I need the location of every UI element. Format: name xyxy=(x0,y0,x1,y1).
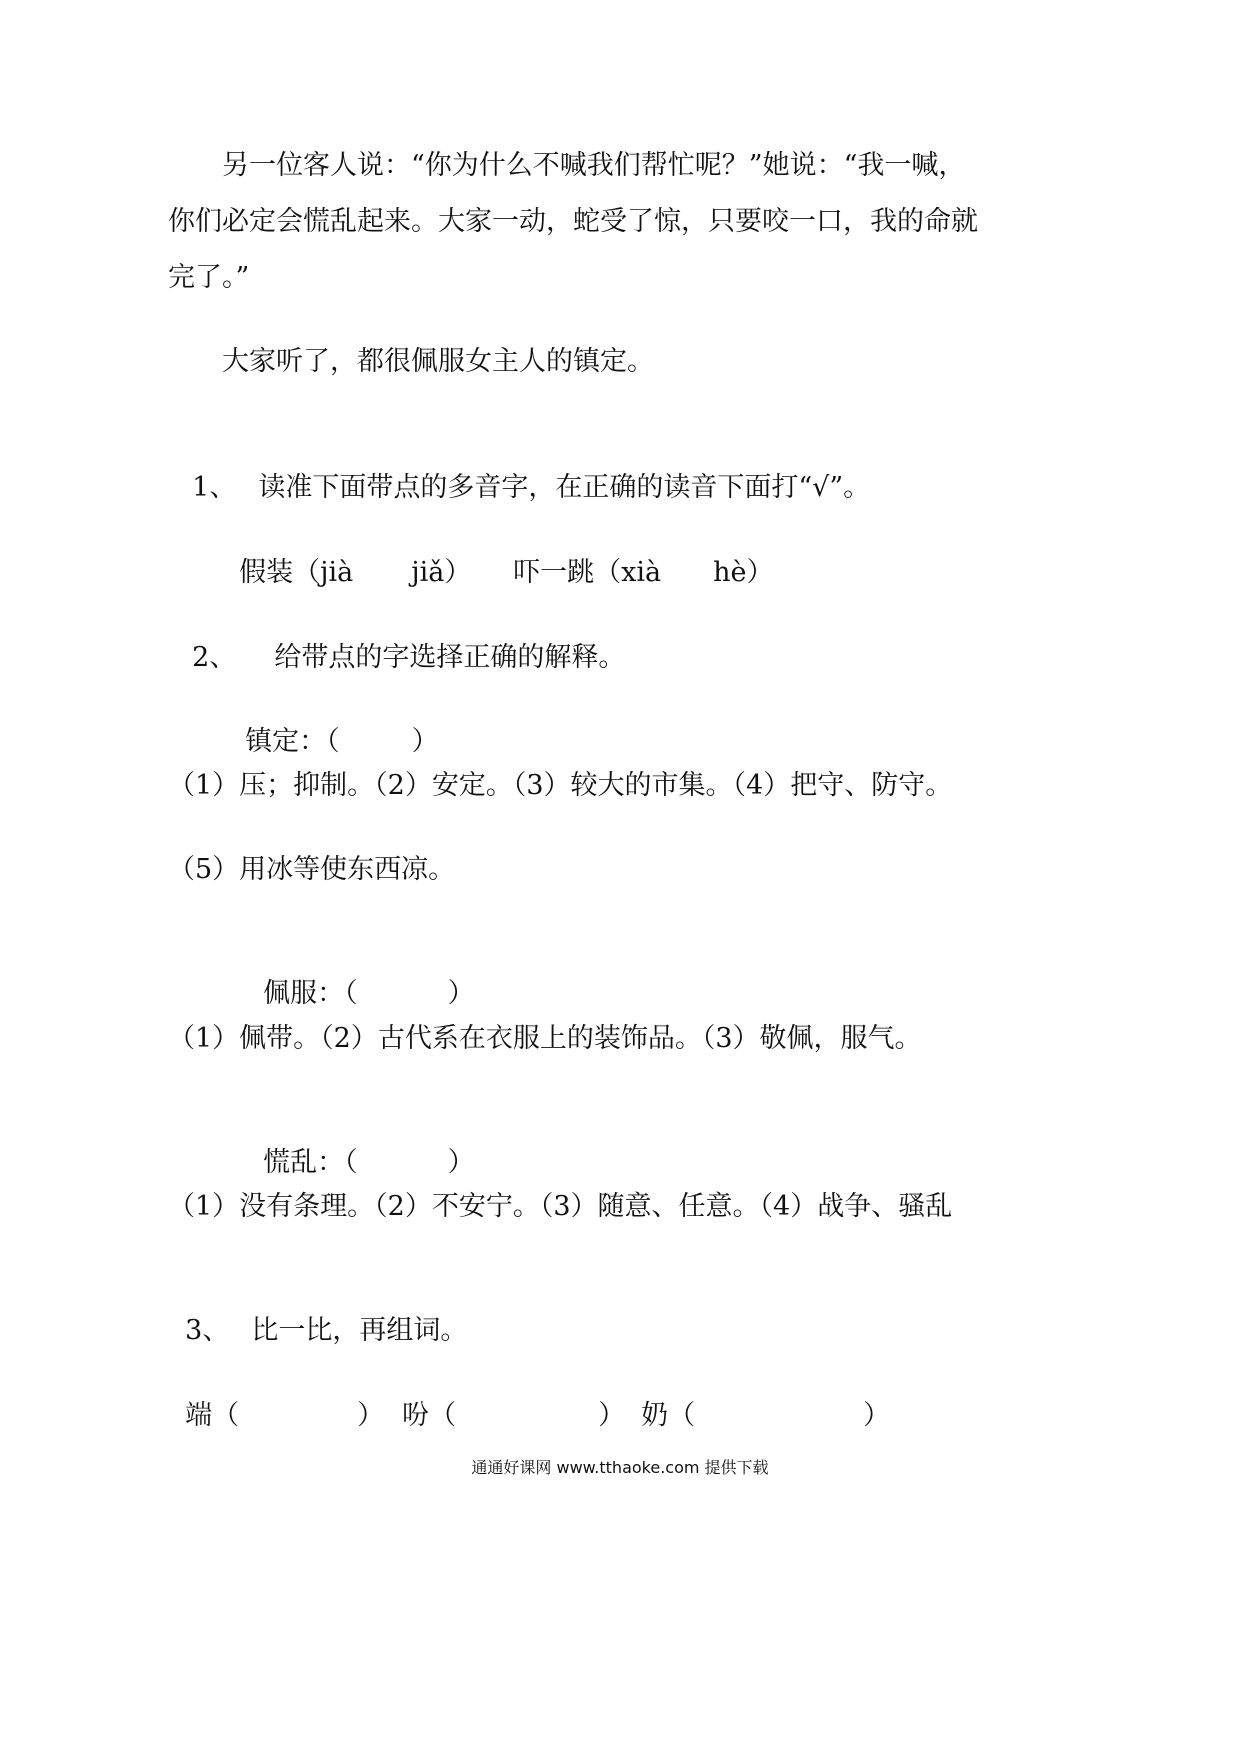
passage-line-3: 完了。” xyxy=(168,262,250,293)
passage-line-1: 另一位客人说：“你为什么不喊我们帮忙呢？”她说：“我一喊， xyxy=(222,150,966,181)
question-number: 2、 xyxy=(192,642,237,673)
pinyin-option: hè xyxy=(713,557,747,588)
word-item: 端（ xyxy=(185,1400,240,1431)
pinyin-option: jià xyxy=(320,557,354,588)
options-zhending-line-2: （5）用冰等使东西凉。 xyxy=(168,854,456,885)
bracket-close: ） xyxy=(357,1400,385,1431)
passage-line-2: 你们必定会慌乱起来。大家一动，蛇受了惊，只要咬一口，我的命就 xyxy=(168,206,978,237)
options-huangluan: （1）没有条理。（2）不安宁。（3）随意、任意。（4）战争、骚乱 xyxy=(168,1191,953,1222)
bracket-close: ） xyxy=(411,726,439,757)
question-3 xyxy=(168,1271,467,1351)
bracket-close: ） xyxy=(447,1147,475,1178)
term-label: 佩服：（ xyxy=(263,978,358,1009)
term-zhending xyxy=(228,682,439,762)
page-footer: 通通好课网 www.tthaoke.com 提供下载 xyxy=(471,1458,769,1477)
word-item: 奶（ xyxy=(641,1400,696,1431)
bracket-close: ） xyxy=(447,978,475,1009)
pinyin-item-1 xyxy=(222,513,471,593)
word-item: 吩（ xyxy=(402,1400,457,1431)
options-peifu: （1）佩带。（2）古代系在衣服上的装饰品。（3）敬佩，服气。 xyxy=(168,1023,922,1054)
pinyin-word: 假装（ xyxy=(239,557,321,588)
term-label: 慌乱：（ xyxy=(263,1147,358,1178)
term-label: 镇定：（ xyxy=(245,726,340,757)
question-1 xyxy=(175,428,870,508)
question-number: 1、 xyxy=(192,472,237,503)
pinyin-item-2 xyxy=(496,513,774,593)
term-peifu xyxy=(246,934,475,1014)
word-group-row xyxy=(168,1356,890,1436)
question-prompt: 读准下面带点的多音字，在正确的读音下面打“√”。 xyxy=(258,472,871,503)
bracket-close: ） xyxy=(746,557,774,588)
pinyin-option: jiǎ xyxy=(411,557,445,588)
question-2 xyxy=(175,598,625,678)
pinyin-option: xià xyxy=(621,557,662,588)
question-number: 3、 xyxy=(185,1315,230,1346)
bracket-close: ） xyxy=(444,557,472,588)
bracket-close: ） xyxy=(598,1400,626,1431)
bracket-close: ） xyxy=(863,1400,891,1431)
question-prompt: 给带点的字选择正确的解释。 xyxy=(274,642,626,673)
question-prompt: 比一比，再组词。 xyxy=(251,1315,468,1346)
passage-paragraph-2: 大家听了，都很佩服女主人的镇定。 xyxy=(222,346,654,377)
term-huangluan xyxy=(246,1103,475,1183)
options-zhending-line-1: （1）压；抑制。（2）安定。（3）较大的市集。（4）把守、防守。 xyxy=(168,770,953,801)
pinyin-word: 吓一跳（ xyxy=(513,557,622,588)
